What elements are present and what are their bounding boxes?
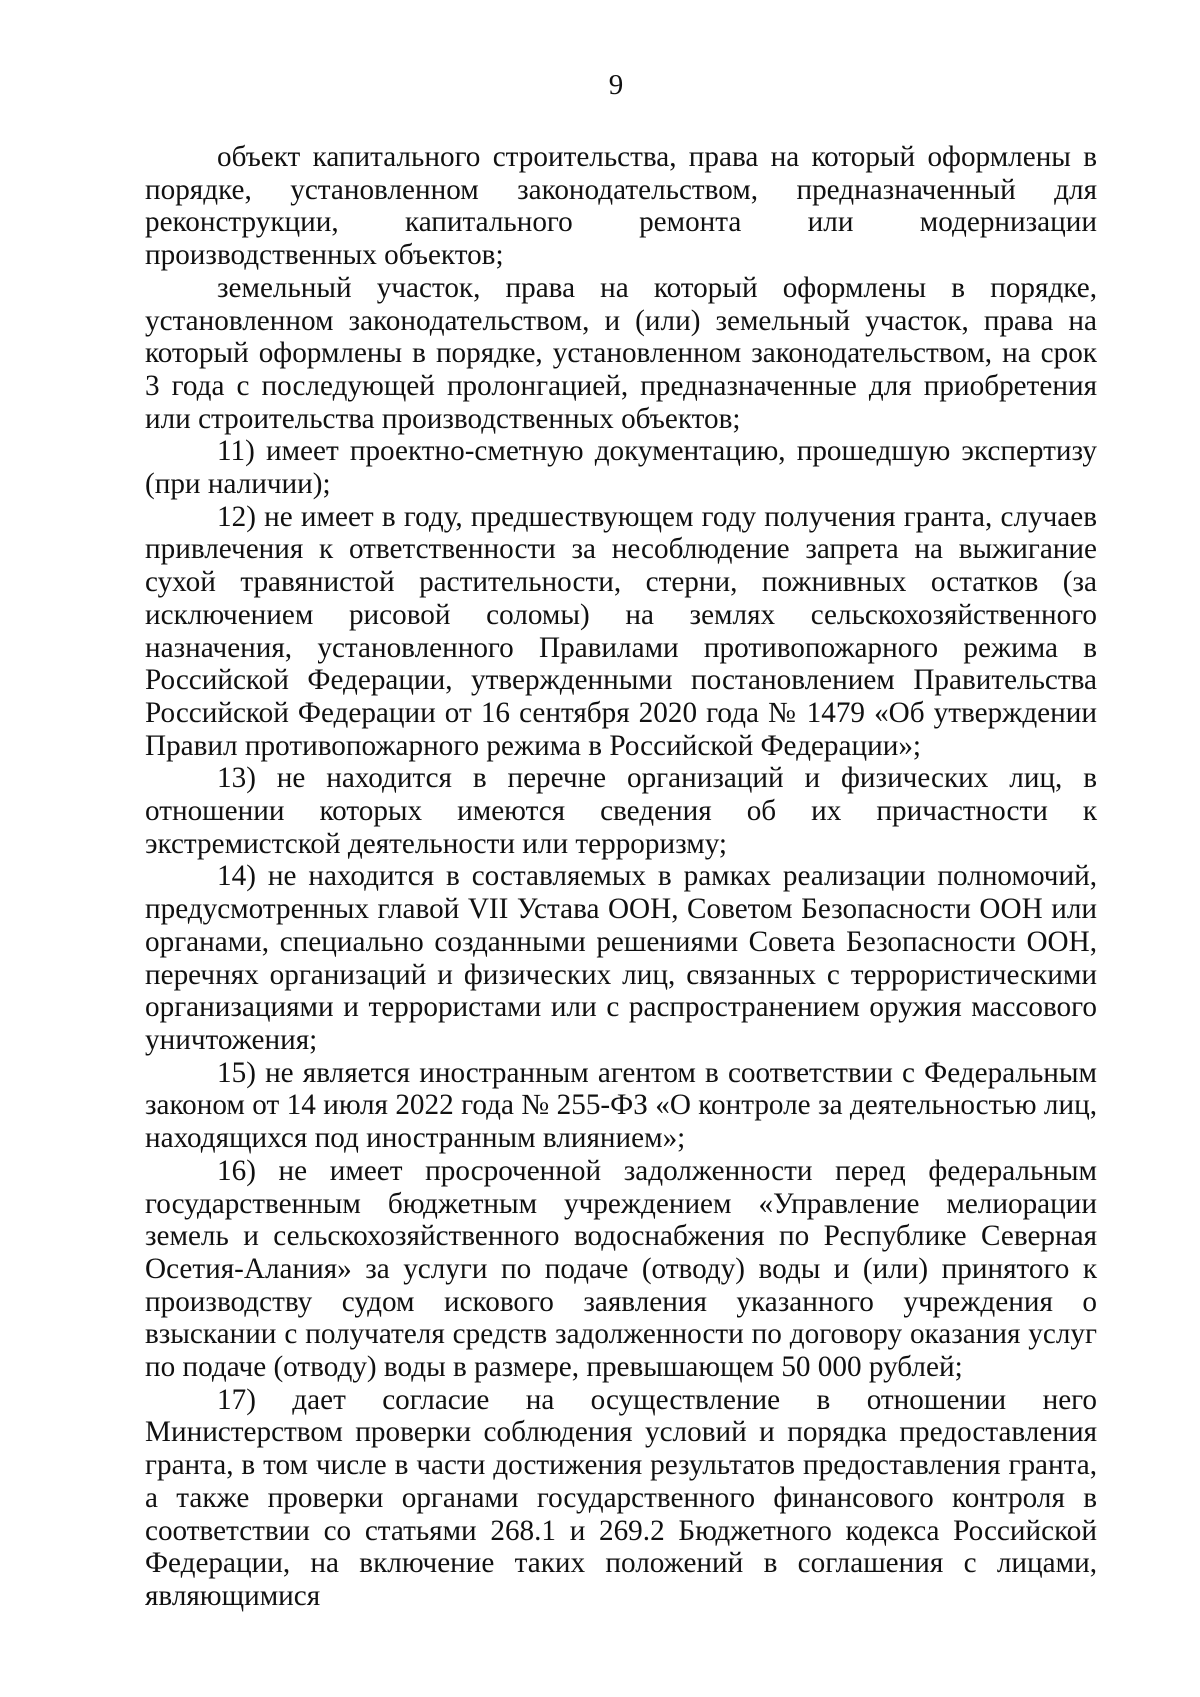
document-body: [145, 141, 1097, 1613]
paragraph-item-12: 12) не имеет в году, предшествующем году получения гранта, случаев привлечения к ответственности за несоблюдение запрета на выжигание сухой травянистой растительности, стерни, пожнивных остатков (за исключением рисовой соломы) на землях сельскохозяйственного назначения, установленного Правилами противопожарного режима в Российской Федерации, утвержденными постановлением Правительства Российской Федерации от 16 сентября 2020 года № 1479 «Об утверждении Правил противопожарного режима в Российской Федерации»;: [145, 500, 1097, 762]
paragraph-item-13: 13) не находится в перечне организаций и физических лиц, в отношении которых имеются сведения об их причастности к экстремистской деятельности или терроризму;: [145, 762, 1097, 860]
paragraph-item-14: 14) не находится в составляемых в рамках реализации полномочий, предусмотренных главой VII Устава ООН, Советом Безопасности ООН или органами, специально созданными решениями Совета Безопасности ООН, перечнях организаций и физических лиц, связанных с террористическими организациями и террористами или с распространением оружия массового уничтожения;: [145, 860, 1097, 1056]
page-number: 9: [608, 69, 624, 101]
paragraph-item-11: 11) имеет проектно-сметную документацию, прошедшую экспертизу (при наличии);: [145, 435, 1097, 501]
paragraph-item-16: 16) не имеет просроченной задолженности перед федеральным государственным бюджетным учреждением «Управление мелиорации земель и сельскохозяйственного водоснабжения по Республике Северная Осетия-Алания» за услуги по подаче (отводу) воды и (или) принятого к производству судом искового заявления указанного учреждения о взыскании с получателя средств задолженности по договору оказания услуг по подаче (отводу) воды в размере, превышающем 50 000 рублей;: [145, 1154, 1097, 1384]
paragraph-land-plot: земельный участок, права на который оформлены в порядке, установленном законодательством, и (или) земельный участок, права на который оформлены в порядке, установленном законодательством, на срок 3 года с последующей пролонгацией, предназначенные для приобретения или строительства производственных объектов;: [145, 271, 1097, 435]
paragraph-item-15: 15) не является иностранным агентом в соответствии с Федеральным законом от 14 июля 2022 года № 255-ФЗ «О контроле за деятельностью лиц, находящихся под иностранным влиянием»;: [145, 1056, 1097, 1155]
paragraph-item-17: 17) дает согласие на осуществление в отношении него Министерством проверки соблюдения условий и порядка предоставления гранта, в том числе в части достижения результатов предоставления гранта, а также проверки органами государственного финансового контроля в соответствии со статьями 268.1 и 269.2 Бюджетного кодекса Российской Федерации, на включение таких положений в соглашения с лицами, являющимися: [145, 1383, 1097, 1612]
paragraph-capital-construction-object: объект капитального строительства, права на который оформлены в порядке, установленном законодательством, предназначенный для реконструкции, капитального ремонта или модернизации производственных объектов;: [145, 141, 1097, 272]
